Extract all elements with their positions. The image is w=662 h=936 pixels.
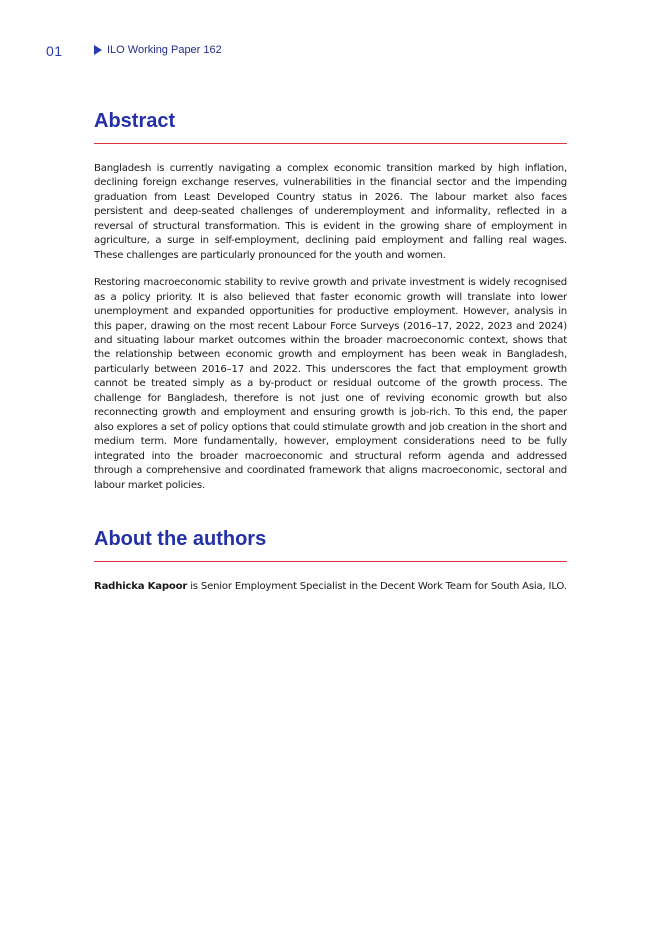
authors-section: [94, 527, 567, 594]
author-description: is Senior Employment Specialist in the Decent Work Team for South Asia, ILO.: [187, 581, 567, 592]
author-bio: [94, 580, 567, 594]
play-triangle-icon: [94, 45, 102, 55]
running-title: ILO Working Paper 162: [107, 44, 222, 56]
abstract-section: [94, 109, 567, 493]
page-number: 01: [46, 43, 63, 59]
abstract-paragraph-2: Restoring macroeconomic stability to revive growth and private investment is widely recognised as a policy priority. It is also believed that faster economic growth will translate into lower unemployment and expanded opportunities for productive employment. However, analysis in this paper, drawing on the most recent Labour Force Surveys (2016–17, 2022, 2023 and 2024) and situating labour market outcomes within the broader macroeconomic context, shows that the relationship between economic growth and employment has been weak in Bangladesh, particularly between 2016–17 and 2022. This underscores the fact that employment growth cannot be treated simply as a by-product or residual outcome of the growth process. The challenge for Bangladesh, therefore is not just one of reviving economic growth but also reconnecting growth and employment and ensuring growth is job-rich. To this end, the paper also explores a set of policy options that could stimulate growth and job creation in the short and medium term. More fundamentally, however, employment considerations need to be fully integrated into the broader macroeconomic and structural reform agenda and addressed through a comprehensive and coordinated framework that aligns macroeconomic, sectoral and labour market policies.: [94, 277, 567, 491]
running-head: [94, 44, 222, 56]
author-name: Radhicka Kapoor: [94, 581, 188, 592]
abstract-paragraph-1: Bangladesh is currently navigating a complex economic transition marked by high inflation, declining foreign exchange reserves, vulnerabilities in the financial sector and the impending graduation from Least Developed Country status in 2026. The labour market also faces persistent and deep-seated challenges of underemployment and informality, reflected in a reversal of structural transformation. This is evident in the growing share of employment in agriculture, a surge in self-employment, declining paid employment and falling real wages. These challenges are particularly pronounced for the youth and women.: [94, 163, 567, 261]
abstract-heading: Abstract: [94, 109, 567, 144]
authors-heading: About the authors: [94, 527, 567, 562]
